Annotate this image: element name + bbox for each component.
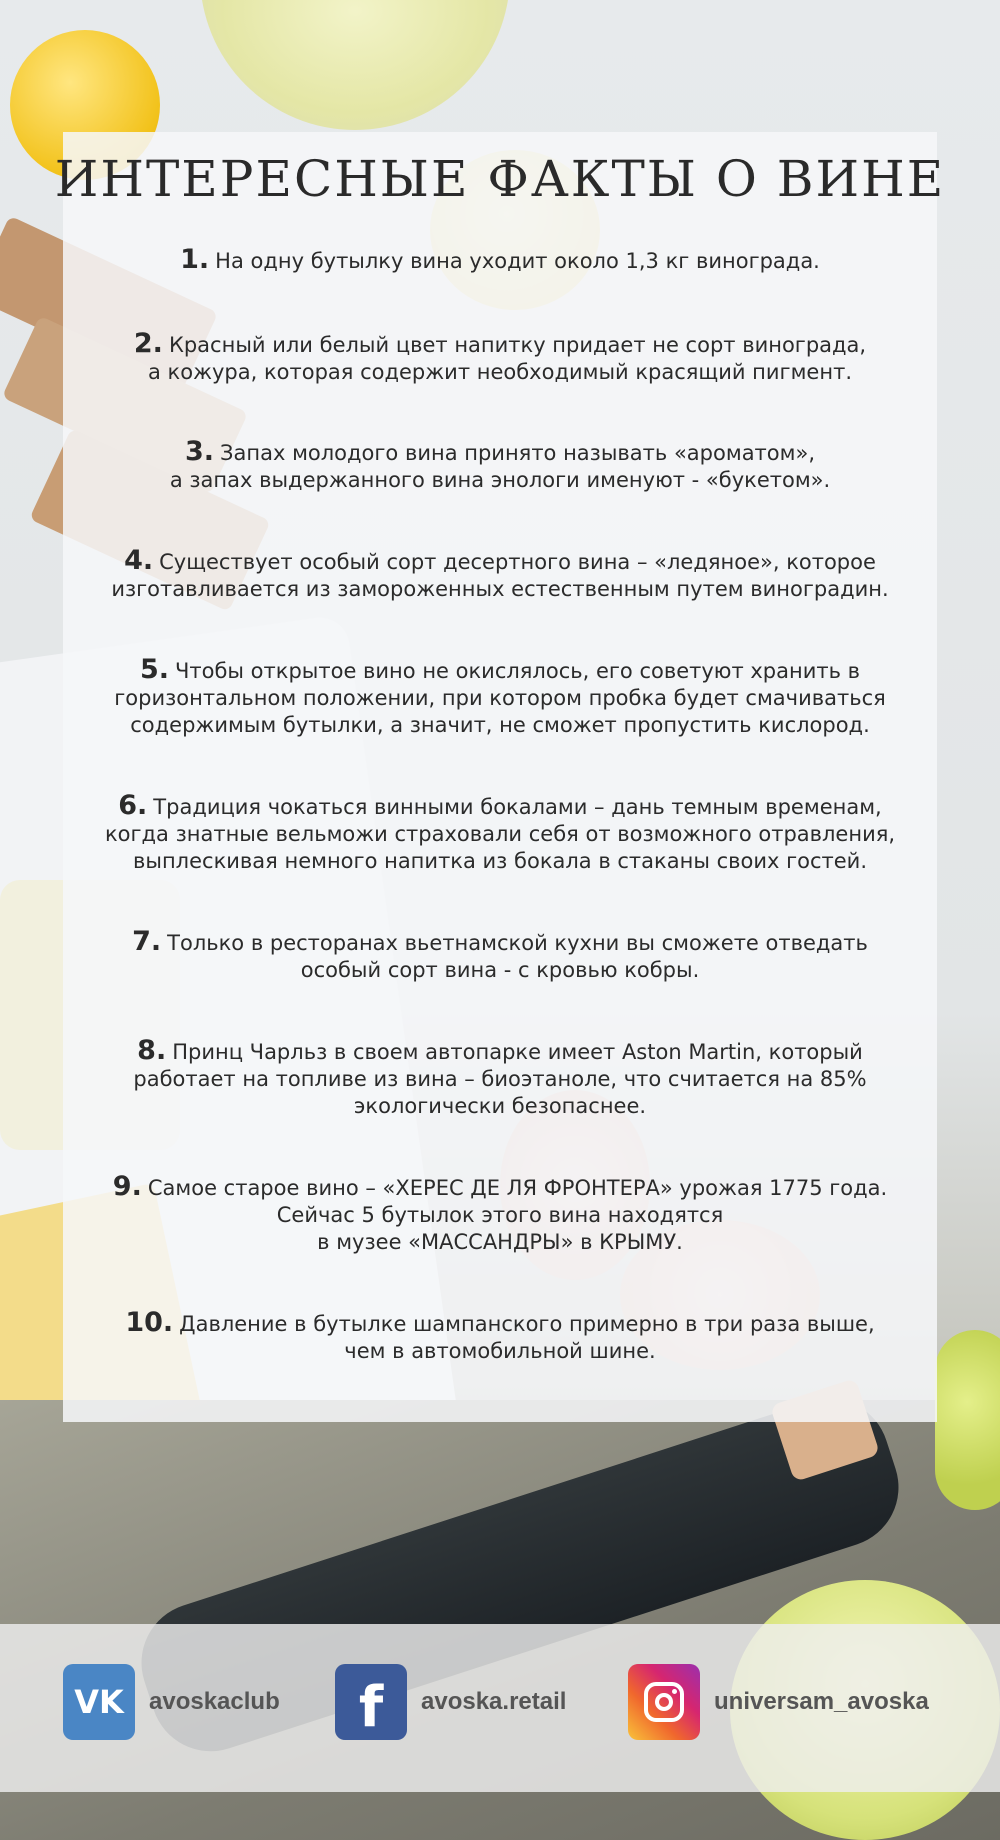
fact-number: 8.: [137, 1035, 167, 1066]
fact-number: 7.: [132, 926, 162, 957]
vk-link[interactable]: [63, 1664, 280, 1740]
camera-icon: [644, 1682, 684, 1722]
fact-number: 3.: [184, 436, 215, 467]
vk-icon: VK: [63, 1664, 135, 1740]
fact-text: Сейчас 5 бутылок этого вина находятся: [276, 1203, 724, 1227]
fact-text: На одну бутылку вина уходит около 1,3 кг винограда.: [215, 249, 820, 273]
fact-text: а кожура, которая содержит необходимый красящий пигмент.: [148, 360, 852, 384]
fact-number: 10.: [125, 1307, 174, 1338]
fact-text: когда знатные вельможи страховали себя от возможного отравления,: [104, 822, 896, 846]
fact-item: [80, 246, 920, 275]
instagram-link[interactable]: [628, 1664, 929, 1740]
fact-text: изготавливается из замороженных естественным путем виноградин.: [111, 577, 889, 601]
page-title: ИНТЕРЕСНЫЕ ФАКТЫ О ВИНЕ: [54, 150, 946, 208]
facebook-link[interactable]: [335, 1664, 566, 1740]
fact-text: чем в автомобильной шине.: [344, 1339, 656, 1363]
fact-text: а запах выдержанного вина энологи именуют - «букетом».: [169, 468, 831, 492]
fact-text: содержимым бутылки, а значит, не сможет пропустить кислород.: [130, 713, 870, 737]
fact-text: Только в ресторанах вьетнамской кухни вы сможете отведать: [167, 931, 868, 955]
fact-item: [80, 1037, 920, 1120]
fact-text: Чтобы открытое вино не окислялось, его советуют хранить в: [175, 659, 861, 683]
vk-handle[interactable]: avoskaclub: [149, 1688, 280, 1715]
fact-item: [80, 1173, 920, 1256]
fact-number: 4.: [124, 545, 154, 576]
fact-item: [80, 792, 920, 875]
fact-item: [80, 330, 920, 386]
fact-text: Красный или белый цвет напитку придает не сорт винограда,: [168, 333, 867, 357]
fact-text: Самое старое вино – «ХЕРЕС ДЕ ЛЯ ФРОНТЕРА» урожая 1775 года.: [147, 1176, 888, 1200]
fact-text: работает на топливе из вина – биоэтаноле, что считается на 85%: [133, 1067, 867, 1091]
fact-text: в музее «МАССАНДРЫ» в КРЫМУ.: [317, 1230, 683, 1254]
fact-text: Принц Чарльз в своем автопарке имеет Aston Martin, который: [172, 1040, 863, 1064]
fact-item: [80, 438, 920, 494]
fact-text: Запах молодого вина принято называть «ароматом»,: [220, 441, 816, 465]
fact-text: горизонтальном положении, при котором пробка будет смачиваться: [114, 686, 886, 710]
facebook-icon: f: [335, 1664, 407, 1740]
fact-number: 6.: [118, 790, 148, 821]
fact-item: [80, 1309, 920, 1365]
fact-item: [80, 656, 920, 739]
social-footer: [0, 1624, 1000, 1792]
grapes-image: [935, 1330, 1000, 1510]
instagram-icon: [628, 1664, 700, 1740]
fact-item: [80, 547, 920, 603]
fact-number: 5.: [139, 654, 169, 685]
fact-text: Традиция чокаться винными бокалами – дань темным временам,: [153, 795, 882, 819]
fact-number: 1.: [180, 244, 210, 275]
facebook-handle[interactable]: avoska.retail: [421, 1688, 567, 1715]
fact-item: [80, 928, 920, 984]
fact-number: 9.: [112, 1171, 142, 1202]
wine-glass-image: [200, 0, 510, 130]
fact-text: Существует особый сорт десертного вина – «ледяное», которое: [159, 550, 876, 574]
fact-number: 2.: [133, 328, 163, 359]
fact-text: выплескивая немного напитка из бокала в стаканы своих гостей.: [133, 849, 867, 873]
fact-text: экологически безопаснее.: [353, 1094, 647, 1118]
fact-text: особый сорт вина - с кровью кобры.: [300, 958, 700, 982]
instagram-handle[interactable]: universam_avoska: [714, 1688, 929, 1715]
fact-text: Давление в бутылке шампанского примерно в три раза выше,: [179, 1312, 875, 1336]
